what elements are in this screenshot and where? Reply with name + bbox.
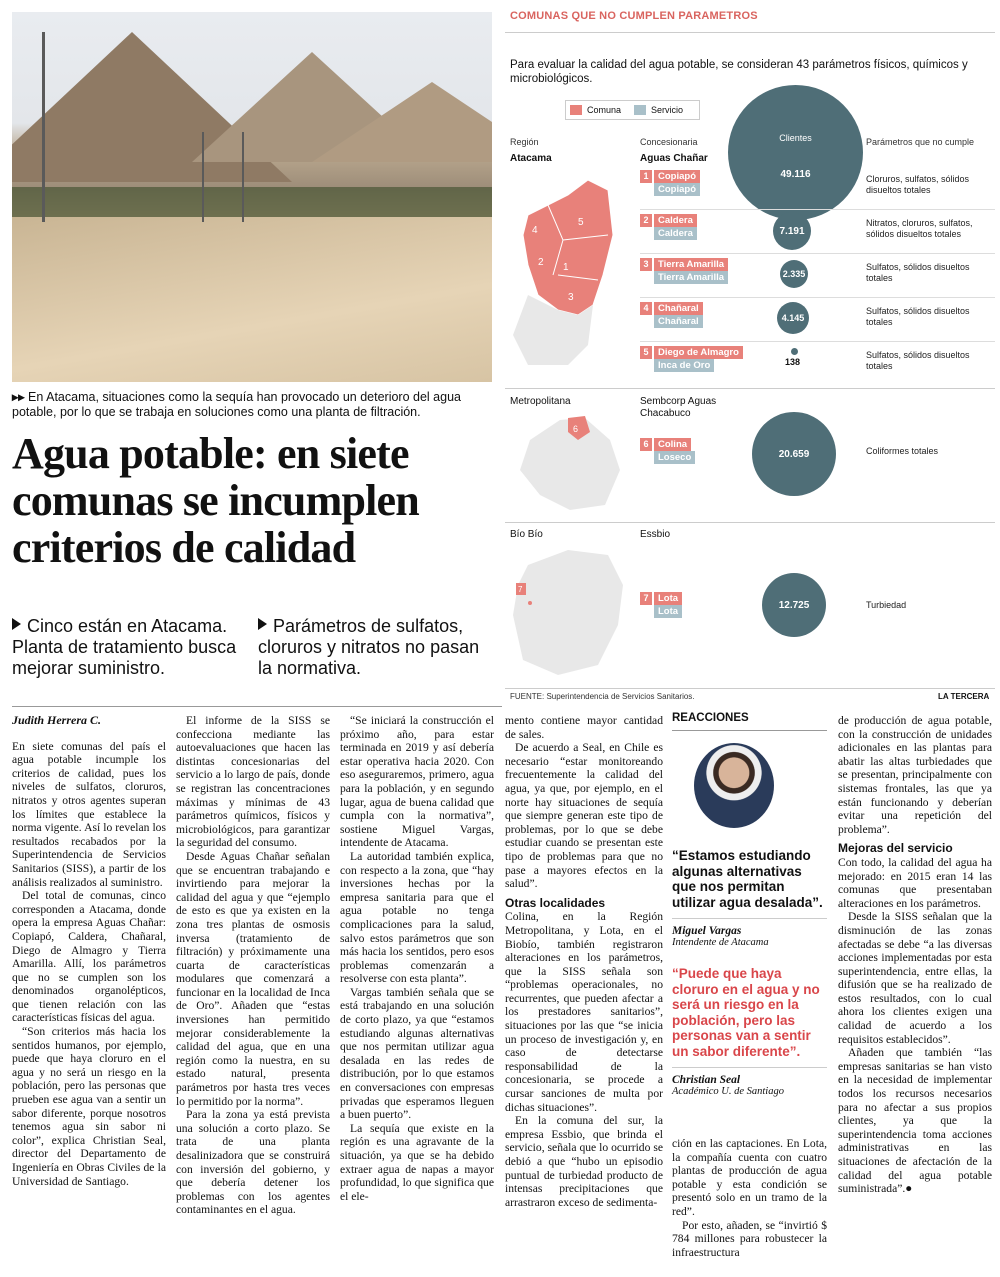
comuna-swatch-icon [570,105,582,115]
article-col-4: mento contiene mayor cantidad de sales. De acuerdo a Seal, en Chile es necesario “estar monitoreando frecuentemente la calidad del agua, ya que, por ejemplo, en el norte hay situaciones de sequía que siempre generan este tipo de problemas, por lo que se debe estudiar cuando se presentan este tipo de problemas para que no pase a mayores efectos en la salud”. Otras localidades Colina, en la Región Metropolitana, y Lota, en el Biobío, también registraron alteraciones en los parámetros, que la SISS señala son “problemas operacionales, no recurrentes, que pueden afectar a los prestadores sanitarios”, situaciones por las que “se inicia un proceso de investigación y, en caso de detectarse responsabilidad de la concesionaria, se procede a cursar sanciones de multa por dichas situaciones”. En la comuna del sur, la empresa Essbio, que brinda el servicio, señala que lo ocurrido se debió a que “hubo un episodio puntual de turbiedad producto de intensas precipitaciones que arrastraron exceso de sedimenta- [505,714,663,1209]
region-biobio: Bío Bío [510,529,543,540]
svg-text:7: 7 [518,585,523,594]
brand-logo: LA TERCERA [938,692,990,701]
biobio-map [508,545,628,680]
concesionaria-essbio: Essbio [640,529,671,540]
infographic-title: COMUNAS QUE NO CUMPLEN PARAMETROS [510,10,758,22]
photo-caption: ▸▸ En Atacama, situaciones como la sequía han provocado un deterioro del agua potable, por lo que se trabaja en soluciones como una planta de filtración. [12,390,461,419]
article-col-1: Judith Herrera C. En siete comunas del país el agua potable incumple los criterios de calidad, pues los niveles de sulfatos, cloruros, nitratos y otros agentes superan los límites que establece la norma vigente. Así lo revelan los resultados recabados por la Superintendencia de Servicios Sanitarios (SISS), a partir de los análisis realizados al suministro. Del total de comunas, cinco corresponden a Atacama, donde opera la empresa Aguas Chañar: Copiapó, Caldera, Chañaral, Diego de Almagro y Tierra Amarilla. Allí, los parámetros que no se cumplen son los denominados organolépticos, que tienen relación con las características físicas del agua. “Son criterios más hacia los sentidos humanos, por ejemplo, puede que haya cloruro en el agua y no será un riesgo en la población, pero las personas que prueben ese agua van a sentir un sabor diferente, porque nosotros tenemos agua sin sabor ni color”, explica Christian Seal, director del Departamento de Ingeniería en Obras Civiles de la Universidad de Santiago. [12,713,166,1188]
infographic-intro: Para evaluar la calidad del agua potable, se consideran 43 parámetros físicos, químicos y microbiológicos. [510,59,968,85]
svg-text:4: 4 [532,225,538,236]
quote-role: Académico U. de Santiago [672,1086,784,1097]
bubble-lota: 12.725 [762,573,826,637]
byline: Judith Herrera C. [12,713,102,727]
svg-text:3: 3 [568,292,574,303]
article-col-5: ción en las captaciones. En Lota, la compañía cuenta con cuatro plantas de producción de agua potable y esta condición se presentó solo en un tramo de la red”. Por esto, añaden, se “invirtió $ 784 millones para robustecer la infraestructura [672,1137,827,1259]
headline: Agua potable: en siete comunas se incumplen criterios de calidad [12,429,419,572]
article-col-2: El informe de la SISS se confecciona mediante las autoevaluaciones que hacen las distintas concesionarias del servicio a lo largo de país, donde se registran las concentraciones máximas y mínimas de 43 parámetros químicos, físicos y microbiológicos, para garantizar la seguridad del consumo. Desde Aguas Chañar señalan que se encuentran trabajando e invirtiendo para mejorar la calidad del agua y que “ejemplo de esto es que ya existen en la zona tres plantas de osmosis inversa (tratamiento de filtración) y próximamente una cuarta de características modulares que comenzará a funcionar en la localidad de Inca de Oro”. Añaden que “estas inversiones han permitido mejorar considerablemente la calidad del agua, que en una región como la nuestra, en su estado natural, presenta parámetros por hasta tres veces lo permitido por la norma”. Para la zona ya está prevista una solución a corto plazo. Se trata de una planta desalinizadora que se construirá con inversión del gobierno, y que debería detener los problemas con los agentes contaminantes en el agua. [176,714,330,1217]
row-chanaral: 4 Chañaral Chañaral 4.145 Sulfatos, sólidos disueltos totales [640,298,995,342]
deck-item-2: Parámetros de sulfatos, cloruros y nitratos no pasan la normativa. [258,616,480,678]
row-colina: 6 Colina Loseco Coliformes totales [640,434,995,478]
concesionaria-aguas-chanar: Aguas Chañar [640,153,708,164]
quote-seal: “Puede que haya cloruro en el agua y no será un riesgo en la población, pero las personas van a sentir un sabor diferente”. [672,966,820,1059]
svg-text:5: 5 [578,217,584,228]
region-header: Región [510,137,539,147]
row-tierra-amarilla: 3 Tierra Amarilla Tierra Amarilla 2.335 Sulfatos, sólidos disueltos totales [640,254,995,298]
news-photo [12,12,492,382]
svg-text:6: 6 [573,424,579,434]
source-note: FUENTE: Superintendencia de Servicios Sanitarios. [510,692,695,701]
divider [12,706,502,707]
miguel-vargas-photo [694,743,774,828]
row-copiapo: 1 Copiapó Copiapó Cloruros, sulfatos, sólidos disueltos totales [640,166,995,210]
row-diego-de-almagro: 5 Diego de Almagro Inca de Oro 138 Sulfatos, sólidos disueltos totales [640,342,995,386]
divider [505,688,995,689]
region-atacama: Atacama [510,153,552,164]
concesionaria-header: Concesionaria [640,137,698,147]
reactions-box [672,712,827,1192]
concesionaria-sembcorp: Sembcorp Aguas Chacabuco [640,396,717,419]
triangle-bullet-icon [258,618,267,630]
article-col-3: “Se iniciará la construcción el próximo año, para estar terminada en 2019 y así debería estar operativa hacia 2020. Con eso aseguraremos, primero, agua para la población, y en segundo lugar, agua de buena calidad que cumpla con la normativa”, sostiene Miguel Vargas, intendente de Atacama. La autoridad también explica, con respecto a la zona, que “hay inversiones hechas por la empresa sanitaria para que el agua potable no tenga complicaciones para la salud, salvo estos parámetros que son más hacia los sentidos, pero esos problemas comenzarán a resolverse con esta planta”. Vargas también señala que se está trabajando en una solución de corto plazo, ya que “estamos estudiando algunas alternativas que nos permitan utilizar agua desalada en las redes de distribución, por lo que estamos en conversaciones con empresas privadas que esperamos lleguen a buen puerto”. La sequía que existe en la región es una agravante de la situación, ya que se ha debido extraer agua de napas a mayor profundidad, lo que significa que el ele- [340,714,494,1203]
legend: Comuna Servicio [565,100,700,120]
quote-name: Miguel Vargas [672,918,827,937]
deck-item-1: Cinco están en Atacama. Planta de tratamiento busca mejorar suministro. [12,616,237,678]
quote-role: Intendente de Atacama [672,937,769,948]
row-lota: 7 Lota Lota Turbiedad [640,588,995,632]
article-col-6: de producción de agua potable, con la construcción de unidades adicionales en las plantas para abatir las altas turbiedades que se presentan, principalmente con sistemas frontales, las que ya están funcionando y deberían evitar una repetición del problema”. Mejoras del servicio Con todo, la calidad del agua ha mejorado: en 2015 eran 14 las comunas que presentaban alteraciones en los parámetros. Desde la SISS señalan que la disminución de las zonas afectadas se debe “a las diversas acciones implementadas por esta superintendencia, entre ellas, la difusión que se ha realizado de estos resultados, con lo cual ahora los clientes exigen una calidad de acuerdo a los requisitos establecidos”. Añaden que también “las empresas sanitarias se han visto en la necesidad de implementar todos los recursos necesarios para no afectar a sus propios clientes, ya que la superintendencia toma acciones administrativas en las situaciones de afectación de la calidad del agua potable suministrada”.● [838,714,992,1196]
svg-text:2: 2 [538,257,544,268]
quote-name: Christian Seal [672,1067,827,1086]
reactions-title: REACCIONES [672,712,827,731]
quote-vargas: “Estamos estudiando algunas alternativas que nos permitan utilizar agua desalada”. [672,848,823,910]
bubble-colina: 20.659 [752,412,836,496]
metropolitana-map [510,410,625,515]
svg-text:1: 1 [563,262,569,273]
parametros-header: Parámetros que no cumple [866,137,975,147]
subhead-mejoras: Mejoras del servicio [838,841,953,856]
atacama-map [508,175,618,370]
bubble-tiny [791,348,798,355]
triangle-bullet-icon [12,618,21,630]
divider [505,32,995,33]
divider [505,522,995,523]
servicio-swatch-icon [634,105,646,115]
divider [505,388,995,389]
row-caldera: 2 Caldera Caldera 7.191 Nitratos, cloruros, sulfatos, sólidos disueltos totales [640,210,995,254]
clientes-bubble-large: Clientes 49.116 [728,85,863,220]
subhead-otras-localidades: Otras localidades [505,895,606,910]
region-metropolitana: Metropolitana [510,396,571,407]
